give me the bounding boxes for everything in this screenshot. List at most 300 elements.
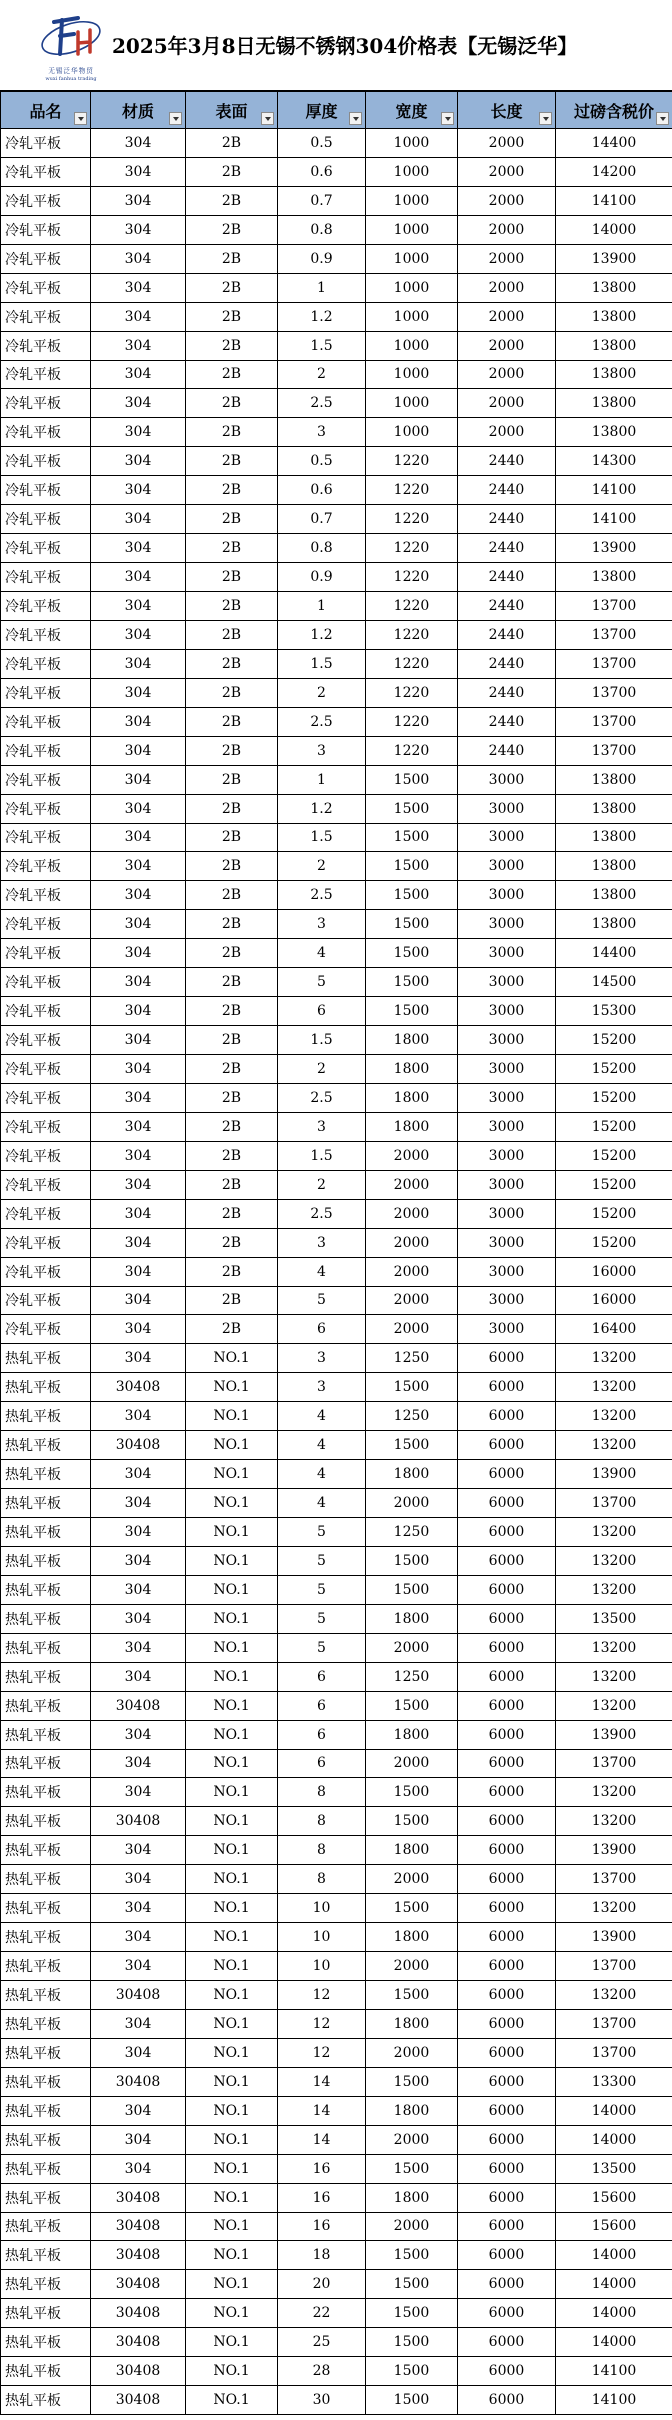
cell-product[interactable]: 热轧平板 — [1, 2357, 91, 2386]
cell-price[interactable]: 15200 — [556, 1199, 672, 1228]
cell-thickness[interactable]: 2 — [278, 1170, 366, 1199]
cell-product[interactable]: 热轧平板 — [1, 2183, 91, 2212]
cell-surface[interactable]: NO.1 — [186, 2270, 278, 2299]
cell-surface[interactable]: NO.1 — [186, 1981, 278, 2010]
filter-dropdown-icon[interactable] — [539, 112, 552, 125]
cell-price[interactable]: 14100 — [556, 2386, 672, 2415]
cell-width[interactable]: 1250 — [366, 1344, 458, 1373]
cell-width[interactable]: 1800 — [366, 1720, 458, 1749]
cell-product[interactable]: 冷轧平板 — [1, 968, 91, 997]
cell-surface[interactable]: NO.1 — [186, 2096, 278, 2125]
cell-thickness[interactable]: 5 — [278, 1546, 366, 1575]
cell-surface[interactable]: NO.1 — [186, 1749, 278, 1778]
cell-width[interactable]: 1500 — [366, 1807, 458, 1836]
cell-product[interactable]: 冷轧平板 — [1, 1083, 91, 1112]
cell-length[interactable]: 3000 — [458, 1170, 556, 1199]
cell-width[interactable]: 2000 — [366, 1257, 458, 1286]
cell-surface[interactable]: NO.1 — [186, 1604, 278, 1633]
cell-length[interactable]: 3000 — [458, 1055, 556, 1084]
cell-surface[interactable]: NO.1 — [186, 1836, 278, 1865]
cell-material[interactable]: 304 — [91, 939, 186, 968]
cell-price[interactable]: 14400 — [556, 939, 672, 968]
cell-product[interactable]: 热轧平板 — [1, 1865, 91, 1894]
cell-surface[interactable]: 2B — [186, 273, 278, 302]
cell-product[interactable]: 热轧平板 — [1, 1633, 91, 1662]
cell-width[interactable]: 1500 — [366, 1546, 458, 1575]
cell-thickness[interactable]: 4 — [278, 1460, 366, 1489]
cell-width[interactable]: 1800 — [366, 1604, 458, 1633]
cell-price[interactable]: 13200 — [556, 1807, 672, 1836]
filter-dropdown-icon[interactable] — [169, 112, 182, 125]
cell-material[interactable]: 304 — [91, 1257, 186, 1286]
cell-width[interactable]: 1500 — [366, 1981, 458, 2010]
cell-material[interactable]: 304 — [91, 1141, 186, 1170]
cell-thickness[interactable]: 2 — [278, 678, 366, 707]
cell-length[interactable]: 2440 — [458, 707, 556, 736]
cell-length[interactable]: 6000 — [458, 1807, 556, 1836]
cell-length[interactable]: 3000 — [458, 1286, 556, 1315]
cell-width[interactable]: 2000 — [366, 2038, 458, 2067]
cell-thickness[interactable]: 0.5 — [278, 447, 366, 476]
cell-width[interactable]: 1220 — [366, 736, 458, 765]
cell-surface[interactable]: NO.1 — [186, 2009, 278, 2038]
cell-product[interactable]: 热轧平板 — [1, 2386, 91, 2415]
cell-surface[interactable]: 2B — [186, 939, 278, 968]
cell-length[interactable]: 3000 — [458, 794, 556, 823]
cell-material[interactable]: 30408 — [91, 2386, 186, 2415]
cell-product[interactable]: 冷轧平板 — [1, 736, 91, 765]
cell-price[interactable]: 15200 — [556, 1083, 672, 1112]
cell-length[interactable]: 6000 — [458, 1518, 556, 1547]
cell-length[interactable]: 6000 — [458, 2125, 556, 2154]
cell-product[interactable]: 热轧平板 — [1, 1373, 91, 1402]
cell-price[interactable]: 13500 — [556, 2154, 672, 2183]
cell-surface[interactable]: NO.1 — [186, 1691, 278, 1720]
cell-surface[interactable]: 2B — [186, 649, 278, 678]
cell-material[interactable]: 304 — [91, 1083, 186, 1112]
cell-width[interactable]: 1500 — [366, 1894, 458, 1923]
cell-width[interactable]: 1800 — [366, 1055, 458, 1084]
cell-surface[interactable]: 2B — [186, 794, 278, 823]
cell-surface[interactable]: 2B — [186, 418, 278, 447]
cell-surface[interactable]: 2B — [186, 997, 278, 1026]
cell-material[interactable]: 304 — [91, 1546, 186, 1575]
cell-surface[interactable]: NO.1 — [186, 2241, 278, 2270]
cell-surface[interactable]: NO.1 — [186, 1518, 278, 1547]
cell-product[interactable]: 冷轧平板 — [1, 765, 91, 794]
cell-thickness[interactable]: 2.5 — [278, 881, 366, 910]
cell-price[interactable]: 13800 — [556, 360, 672, 389]
cell-product[interactable]: 冷轧平板 — [1, 1199, 91, 1228]
cell-width[interactable]: 2000 — [366, 1865, 458, 1894]
cell-width[interactable]: 1250 — [366, 1518, 458, 1547]
cell-product[interactable]: 冷轧平板 — [1, 476, 91, 505]
cell-length[interactable]: 6000 — [458, 1402, 556, 1431]
cell-length[interactable]: 6000 — [458, 1691, 556, 1720]
cell-width[interactable]: 1000 — [366, 360, 458, 389]
cell-length[interactable]: 6000 — [458, 2067, 556, 2096]
cell-material[interactable]: 304 — [91, 418, 186, 447]
cell-surface[interactable]: 2B — [186, 157, 278, 186]
cell-surface[interactable]: NO.1 — [186, 1402, 278, 1431]
cell-surface[interactable]: NO.1 — [186, 1952, 278, 1981]
cell-price[interactable]: 13700 — [556, 678, 672, 707]
cell-thickness[interactable]: 2 — [278, 360, 366, 389]
cell-surface[interactable]: 2B — [186, 215, 278, 244]
cell-thickness[interactable]: 3 — [278, 1373, 366, 1402]
cell-length[interactable]: 6000 — [458, 1720, 556, 1749]
cell-material[interactable]: 304 — [91, 1026, 186, 1055]
cell-thickness[interactable]: 8 — [278, 1836, 366, 1865]
cell-thickness[interactable]: 14 — [278, 2096, 366, 2125]
cell-width[interactable]: 1500 — [366, 1778, 458, 1807]
cell-width[interactable]: 1800 — [366, 1083, 458, 1112]
cell-surface[interactable]: 2B — [186, 707, 278, 736]
cell-material[interactable]: 304 — [91, 1460, 186, 1489]
cell-material[interactable]: 304 — [91, 1170, 186, 1199]
cell-width[interactable]: 1220 — [366, 678, 458, 707]
cell-price[interactable]: 13700 — [556, 2038, 672, 2067]
cell-width[interactable]: 1220 — [366, 505, 458, 534]
cell-length[interactable]: 6000 — [458, 1749, 556, 1778]
cell-material[interactable]: 30408 — [91, 2357, 186, 2386]
cell-price[interactable]: 13700 — [556, 592, 672, 621]
cell-thickness[interactable]: 1.5 — [278, 1141, 366, 1170]
cell-thickness[interactable]: 4 — [278, 1402, 366, 1431]
cell-thickness[interactable]: 0.6 — [278, 157, 366, 186]
cell-length[interactable]: 2440 — [458, 534, 556, 563]
cell-price[interactable]: 13900 — [556, 1923, 672, 1952]
cell-length[interactable]: 6000 — [458, 2299, 556, 2328]
cell-length[interactable]: 2000 — [458, 418, 556, 447]
cell-thickness[interactable]: 0.5 — [278, 129, 366, 158]
cell-price[interactable]: 13200 — [556, 1894, 672, 1923]
filter-dropdown-icon[interactable] — [656, 112, 669, 125]
cell-product[interactable]: 冷轧平板 — [1, 186, 91, 215]
cell-product[interactable]: 热轧平板 — [1, 1981, 91, 2010]
cell-length[interactable]: 2000 — [458, 273, 556, 302]
cell-width[interactable]: 1220 — [366, 563, 458, 592]
cell-price[interactable]: 14000 — [556, 215, 672, 244]
cell-material[interactable]: 304 — [91, 620, 186, 649]
cell-thickness[interactable]: 6 — [278, 1691, 366, 1720]
cell-surface[interactable]: 2B — [186, 1170, 278, 1199]
cell-width[interactable]: 1500 — [366, 2067, 458, 2096]
cell-width[interactable]: 1220 — [366, 447, 458, 476]
cell-product[interactable]: 热轧平板 — [1, 1952, 91, 1981]
cell-thickness[interactable]: 4 — [278, 939, 366, 968]
cell-surface[interactable]: 2B — [186, 968, 278, 997]
cell-length[interactable]: 2000 — [458, 157, 556, 186]
filter-dropdown-icon[interactable] — [441, 112, 454, 125]
cell-material[interactable]: 304 — [91, 1923, 186, 1952]
cell-length[interactable]: 3000 — [458, 968, 556, 997]
cell-thickness[interactable]: 0.8 — [278, 215, 366, 244]
cell-width[interactable]: 1000 — [366, 129, 458, 158]
cell-thickness[interactable]: 6 — [278, 1662, 366, 1691]
cell-width[interactable]: 1800 — [366, 1026, 458, 1055]
cell-surface[interactable]: NO.1 — [186, 1460, 278, 1489]
cell-width[interactable]: 1800 — [366, 1923, 458, 1952]
cell-material[interactable]: 304 — [91, 360, 186, 389]
cell-thickness[interactable]: 1 — [278, 273, 366, 302]
cell-length[interactable]: 3000 — [458, 881, 556, 910]
cell-thickness[interactable]: 5 — [278, 1575, 366, 1604]
cell-product[interactable]: 热轧平板 — [1, 1807, 91, 1836]
cell-product[interactable]: 热轧平板 — [1, 2241, 91, 2270]
cell-length[interactable]: 2440 — [458, 620, 556, 649]
cell-width[interactable]: 2000 — [366, 1952, 458, 1981]
cell-width[interactable]: 1000 — [366, 418, 458, 447]
cell-length[interactable]: 2440 — [458, 649, 556, 678]
cell-price[interactable]: 14000 — [556, 2270, 672, 2299]
cell-width[interactable]: 2000 — [366, 2212, 458, 2241]
cell-width[interactable]: 1800 — [366, 2096, 458, 2125]
cell-price[interactable]: 13800 — [556, 273, 672, 302]
cell-material[interactable]: 30408 — [91, 1373, 186, 1402]
cell-thickness[interactable]: 18 — [278, 2241, 366, 2270]
cell-product[interactable]: 热轧平板 — [1, 1460, 91, 1489]
cell-thickness[interactable]: 12 — [278, 2009, 366, 2038]
cell-thickness[interactable]: 6 — [278, 997, 366, 1026]
cell-length[interactable]: 3000 — [458, 997, 556, 1026]
cell-surface[interactable]: 2B — [186, 331, 278, 360]
cell-material[interactable]: 304 — [91, 1286, 186, 1315]
cell-price[interactable]: 13200 — [556, 1373, 672, 1402]
cell-width[interactable]: 1500 — [366, 939, 458, 968]
cell-material[interactable]: 30408 — [91, 2299, 186, 2328]
cell-product[interactable]: 冷轧平板 — [1, 389, 91, 418]
cell-width[interactable]: 1220 — [366, 592, 458, 621]
cell-material[interactable]: 304 — [91, 1720, 186, 1749]
cell-surface[interactable]: NO.1 — [186, 1894, 278, 1923]
cell-material[interactable]: 304 — [91, 129, 186, 158]
cell-price[interactable]: 15600 — [556, 2183, 672, 2212]
cell-price[interactable]: 13200 — [556, 1518, 672, 1547]
cell-price[interactable]: 13700 — [556, 620, 672, 649]
cell-price[interactable]: 14200 — [556, 157, 672, 186]
cell-width[interactable]: 1250 — [366, 1662, 458, 1691]
cell-product[interactable]: 热轧平板 — [1, 2096, 91, 2125]
cell-price[interactable]: 13900 — [556, 1836, 672, 1865]
cell-material[interactable]: 304 — [91, 678, 186, 707]
cell-width[interactable]: 1500 — [366, 2386, 458, 2415]
cell-material[interactable]: 30408 — [91, 2212, 186, 2241]
cell-length[interactable]: 3000 — [458, 1199, 556, 1228]
cell-price[interactable]: 13200 — [556, 1662, 672, 1691]
cell-width[interactable]: 1500 — [366, 1575, 458, 1604]
cell-thickness[interactable]: 3 — [278, 1344, 366, 1373]
cell-price[interactable]: 13700 — [556, 1865, 672, 1894]
cell-product[interactable]: 冷轧平板 — [1, 997, 91, 1026]
cell-length[interactable]: 6000 — [458, 2154, 556, 2183]
cell-length[interactable]: 3000 — [458, 765, 556, 794]
cell-product[interactable]: 冷轧平板 — [1, 620, 91, 649]
cell-surface[interactable]: NO.1 — [186, 2212, 278, 2241]
cell-material[interactable]: 304 — [91, 389, 186, 418]
cell-product[interactable]: 冷轧平板 — [1, 360, 91, 389]
cell-width[interactable]: 1000 — [366, 244, 458, 273]
cell-width[interactable]: 2000 — [366, 1141, 458, 1170]
cell-thickness[interactable]: 8 — [278, 1778, 366, 1807]
cell-product[interactable]: 冷轧平板 — [1, 852, 91, 881]
cell-thickness[interactable]: 20 — [278, 2270, 366, 2299]
cell-length[interactable]: 2000 — [458, 389, 556, 418]
cell-surface[interactable]: 2B — [186, 129, 278, 158]
cell-material[interactable]: 304 — [91, 910, 186, 939]
cell-price[interactable]: 14100 — [556, 505, 672, 534]
cell-product[interactable]: 冷轧平板 — [1, 1228, 91, 1257]
cell-price[interactable]: 16000 — [556, 1257, 672, 1286]
cell-length[interactable]: 3000 — [458, 1228, 556, 1257]
cell-length[interactable]: 6000 — [458, 1662, 556, 1691]
cell-material[interactable]: 304 — [91, 563, 186, 592]
cell-length[interactable]: 6000 — [458, 2328, 556, 2357]
cell-surface[interactable]: 2B — [186, 1055, 278, 1084]
cell-price[interactable]: 14000 — [556, 2299, 672, 2328]
cell-material[interactable]: 30408 — [91, 2067, 186, 2096]
cell-price[interactable]: 13700 — [556, 1952, 672, 1981]
cell-material[interactable]: 304 — [91, 215, 186, 244]
cell-material[interactable]: 304 — [91, 1894, 186, 1923]
cell-width[interactable]: 1000 — [366, 302, 458, 331]
cell-surface[interactable]: NO.1 — [186, 2038, 278, 2067]
cell-product[interactable]: 热轧平板 — [1, 1662, 91, 1691]
cell-thickness[interactable]: 8 — [278, 1865, 366, 1894]
cell-price[interactable]: 14100 — [556, 2357, 672, 2386]
cell-product[interactable]: 热轧平板 — [1, 1518, 91, 1547]
cell-length[interactable]: 2440 — [458, 476, 556, 505]
cell-price[interactable]: 13800 — [556, 765, 672, 794]
cell-material[interactable]: 304 — [91, 157, 186, 186]
cell-surface[interactable]: NO.1 — [186, 2154, 278, 2183]
cell-width[interactable]: 2000 — [366, 1286, 458, 1315]
cell-product[interactable]: 冷轧平板 — [1, 129, 91, 158]
cell-thickness[interactable]: 6 — [278, 1749, 366, 1778]
cell-width[interactable]: 1500 — [366, 968, 458, 997]
cell-width[interactable]: 1800 — [366, 1836, 458, 1865]
cell-product[interactable]: 冷轧平板 — [1, 1170, 91, 1199]
cell-surface[interactable]: 2B — [186, 1026, 278, 1055]
cell-material[interactable]: 304 — [91, 447, 186, 476]
cell-length[interactable]: 6000 — [458, 1431, 556, 1460]
cell-width[interactable]: 1000 — [366, 157, 458, 186]
cell-price[interactable]: 13200 — [556, 1633, 672, 1662]
cell-length[interactable]: 2000 — [458, 360, 556, 389]
cell-product[interactable]: 热轧平板 — [1, 2299, 91, 2328]
cell-price[interactable]: 14000 — [556, 2241, 672, 2270]
cell-material[interactable]: 304 — [91, 186, 186, 215]
cell-surface[interactable]: NO.1 — [186, 1778, 278, 1807]
cell-material[interactable]: 304 — [91, 1315, 186, 1344]
cell-surface[interactable]: NO.1 — [186, 1546, 278, 1575]
cell-material[interactable]: 304 — [91, 1344, 186, 1373]
cell-material[interactable]: 304 — [91, 2038, 186, 2067]
cell-product[interactable]: 冷轧平板 — [1, 244, 91, 273]
cell-thickness[interactable]: 22 — [278, 2299, 366, 2328]
cell-price[interactable]: 13800 — [556, 823, 672, 852]
cell-product[interactable]: 冷轧平板 — [1, 1315, 91, 1344]
cell-thickness[interactable]: 10 — [278, 1894, 366, 1923]
cell-surface[interactable]: 2B — [186, 302, 278, 331]
cell-surface[interactable]: NO.1 — [186, 1575, 278, 1604]
cell-surface[interactable]: NO.1 — [186, 1489, 278, 1518]
cell-price[interactable]: 13200 — [556, 1431, 672, 1460]
cell-material[interactable]: 304 — [91, 505, 186, 534]
cell-surface[interactable]: 2B — [186, 765, 278, 794]
cell-surface[interactable]: 2B — [186, 447, 278, 476]
cell-price[interactable]: 15600 — [556, 2212, 672, 2241]
cell-thickness[interactable]: 1.5 — [278, 1026, 366, 1055]
cell-width[interactable]: 1220 — [366, 707, 458, 736]
cell-width[interactable]: 1220 — [366, 620, 458, 649]
cell-price[interactable]: 13800 — [556, 794, 672, 823]
cell-length[interactable]: 6000 — [458, 1952, 556, 1981]
cell-material[interactable]: 30408 — [91, 1981, 186, 2010]
cell-material[interactable]: 304 — [91, 1778, 186, 1807]
cell-material[interactable]: 30408 — [91, 2183, 186, 2212]
cell-price[interactable]: 13700 — [556, 1489, 672, 1518]
cell-product[interactable]: 热轧平板 — [1, 1894, 91, 1923]
cell-material[interactable]: 304 — [91, 2125, 186, 2154]
cell-thickness[interactable]: 28 — [278, 2357, 366, 2386]
cell-width[interactable]: 1500 — [366, 997, 458, 1026]
cell-length[interactable]: 6000 — [458, 1981, 556, 2010]
cell-material[interactable]: 304 — [91, 273, 186, 302]
cell-material[interactable]: 304 — [91, 244, 186, 273]
cell-thickness[interactable]: 0.9 — [278, 563, 366, 592]
cell-length[interactable]: 3000 — [458, 1083, 556, 1112]
cell-width[interactable]: 2000 — [366, 1749, 458, 1778]
cell-surface[interactable]: NO.1 — [186, 1807, 278, 1836]
cell-surface[interactable]: NO.1 — [186, 1865, 278, 1894]
cell-price[interactable]: 13800 — [556, 563, 672, 592]
cell-width[interactable]: 1800 — [366, 1460, 458, 1489]
cell-product[interactable]: 冷轧平板 — [1, 910, 91, 939]
cell-thickness[interactable]: 14 — [278, 2067, 366, 2096]
cell-surface[interactable]: NO.1 — [186, 2125, 278, 2154]
cell-price[interactable]: 13700 — [556, 707, 672, 736]
cell-price[interactable]: 13900 — [556, 1460, 672, 1489]
cell-thickness[interactable]: 0.8 — [278, 534, 366, 563]
cell-thickness[interactable]: 8 — [278, 1807, 366, 1836]
cell-thickness[interactable]: 16 — [278, 2183, 366, 2212]
cell-product[interactable]: 热轧平板 — [1, 2038, 91, 2067]
cell-material[interactable]: 304 — [91, 997, 186, 1026]
cell-length[interactable]: 6000 — [458, 1865, 556, 1894]
cell-surface[interactable]: 2B — [186, 1083, 278, 1112]
cell-thickness[interactable]: 2.5 — [278, 707, 366, 736]
cell-surface[interactable]: 2B — [186, 244, 278, 273]
cell-length[interactable]: 6000 — [458, 2183, 556, 2212]
cell-thickness[interactable]: 0.7 — [278, 505, 366, 534]
cell-thickness[interactable]: 0.6 — [278, 476, 366, 505]
cell-price[interactable]: 15200 — [556, 1026, 672, 1055]
cell-product[interactable]: 冷轧平板 — [1, 1055, 91, 1084]
cell-width[interactable]: 1500 — [366, 1373, 458, 1402]
cell-length[interactable]: 3000 — [458, 910, 556, 939]
cell-price[interactable]: 13900 — [556, 244, 672, 273]
cell-length[interactable]: 6000 — [458, 1604, 556, 1633]
cell-width[interactable]: 1000 — [366, 331, 458, 360]
cell-length[interactable]: 3000 — [458, 1315, 556, 1344]
cell-surface[interactable]: NO.1 — [186, 2357, 278, 2386]
cell-length[interactable]: 6000 — [458, 1373, 556, 1402]
filter-dropdown-icon[interactable] — [349, 112, 362, 125]
cell-thickness[interactable]: 5 — [278, 1604, 366, 1633]
cell-width[interactable]: 1500 — [366, 823, 458, 852]
cell-price[interactable]: 14000 — [556, 2328, 672, 2357]
